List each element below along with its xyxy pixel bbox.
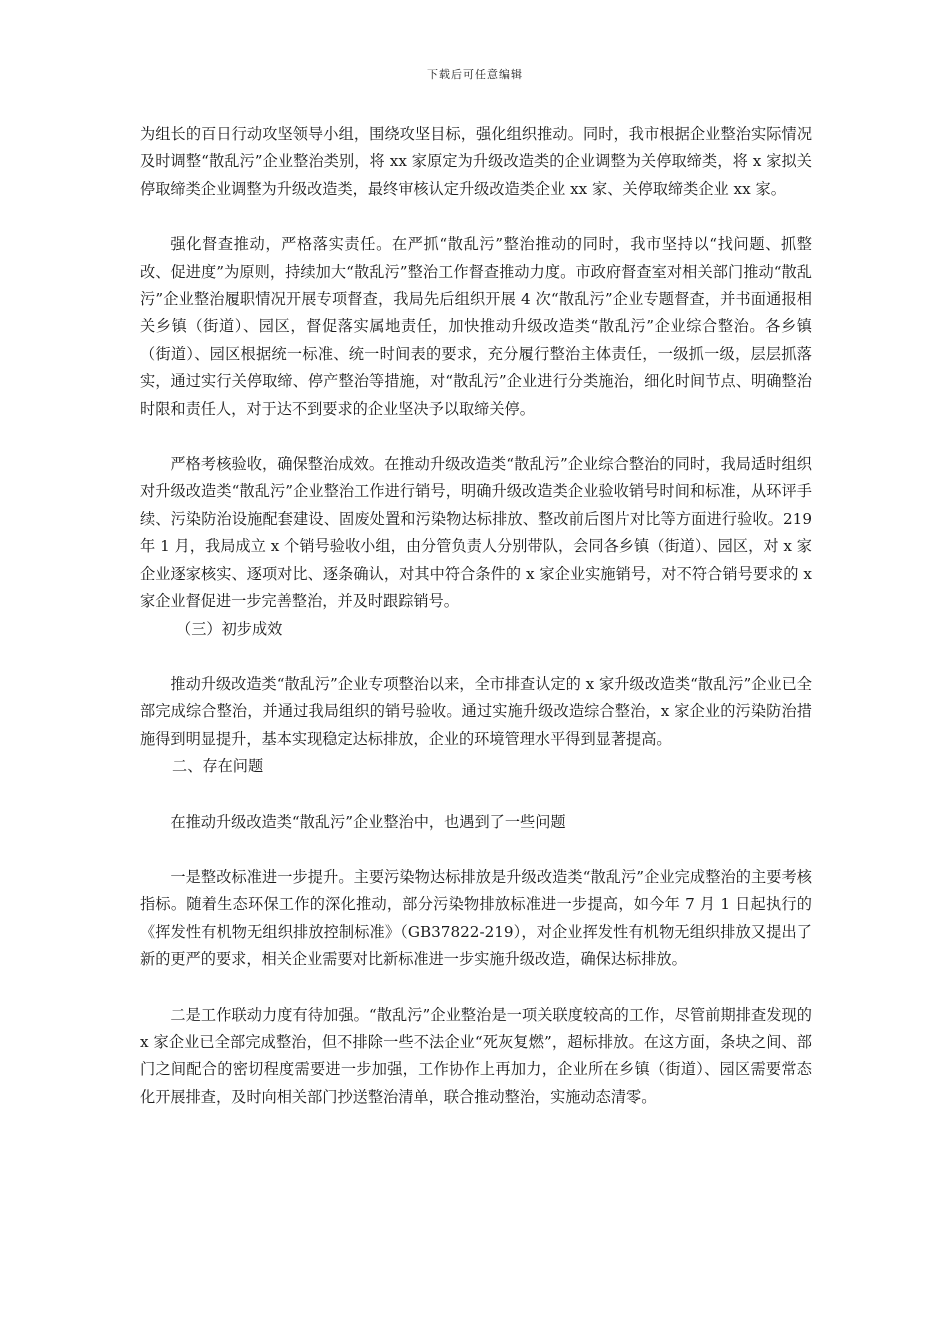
paragraph-acceptance: 严格考核验收，确保整治成效。在推动升级改造类“散乱污”企业综合整治的同时，我局适时组织对升级改造类“散乱污”企业整治工作进行销号，明确升级改造类企业验收销号时间和标准，从环评手续、污染防治设施配套建设、固废处置和污染物达标排放、整改前后图片对比等方面进行验收。219 年 1 月，我局成立 x 个销号验收小组，由分管负责人分别带队，会同各乡镇（街道）、园区，对 x 家企业逐家核实、逐项对比、逐条确认，对其中符合条件的 x 家企业实施销号，对不符合销号要求的 x 家企业督促进一步完善整治，并及时跟踪销号。	[140, 455, 812, 611]
section-heading-initial-results: （三）初步成效	[176, 619, 283, 638]
document-body	[140, 121, 812, 1111]
paragraph-supervision: 强化督查推动，严格落实责任。在严抓“散乱污”整治推动的同时，我市坚持以“找问题、抓整改、促进度”为原则，持续加大“散乱污”整治工作督查推动力度。市政府督查室对相关部门推动“散乱污”企业整治履职情况开展专项督查，我局先后组织开展 4 次“散乱污”企业专题督查，并书面通报相关乡镇（街道）、园区，督促落实属地责任，加快推动升级改造类“散乱污”企业综合整治。各乡镇（街道）、园区根据统一标准、统一时间表的要求，充分履行整治主体责任，一级抓一级，层层抓落实，通过实行关停取缔、停产整治等措施，对“散乱污”企业进行分类施治，细化时间节点、明确整治时限和责任人，对于达不到要求的企业坚决予以取缔关停。	[140, 235, 812, 418]
paragraph-problem-standards: 一是整改标准进一步提升。主要污染物达标排放是升级改造类“散乱污”企业完成整治的主要考核指标。随着生态环保工作的深化推动，部分污染物排放标准进一步提高，如今年 7 月 1 日起执行的《挥发性有机物无组织排放控制标准》（GB37822-219），对企业挥发性有机物无组织排放又提出了新的更严的要求，相关企业需要对比新标准进一步实施升级改造，确保达标排放。	[140, 867, 812, 969]
paragraph-results: 推动升级改造类“散乱污”企业专项整治以来，全市排查认定的 x 家升级改造类“散乱污”企业已全部完成综合整治，并通过我局组织的销号验收。通过实施升级改造综合整治，x 家企业的污染防治措施得到明显提升，基本实现稳定达标排放，企业的环境管理水平得到显著提高。	[140, 674, 812, 748]
section-heading-problems: 二、存在问题	[172, 757, 264, 776]
page-header: 下载后可任意编辑	[427, 68, 523, 81]
paragraph-problem-coordination: 二是工作联动力度有待加强。“散乱污”企业整治是一项关联度较高的工作，尽管前期排查发现的 x 家企业已全部完成整治，但不排除一些不法企业“死灰复燃”，超标排放。在这方面，条块之间、部门之间配合的密切程度需要进一步加强，工作协作上再加力，企业所在乡镇（街道）、园区需要常态化开展排查，及时向相关部门抄送整治清单，联合推动整治，实施动态清零。	[140, 1005, 812, 1106]
paragraph-problems-intro: 在推动升级改造类“散乱污”企业整治中，也遇到了一些问题	[170, 812, 566, 831]
paragraph-leading-group: 为组长的百日行动攻坚领导小组，围绕攻坚目标，强化组织推动。同时，我市根据企业整治实际情况及时调整“散乱污”企业整治类别，将 xx 家原定为升级改造类的企业调整为关停取缔类，将 x 家拟关停取缔类企业调整为升级改造类，最终审核认定升级改造类企业 xx 家、关停取缔类企业 xx 家。	[140, 125, 812, 198]
